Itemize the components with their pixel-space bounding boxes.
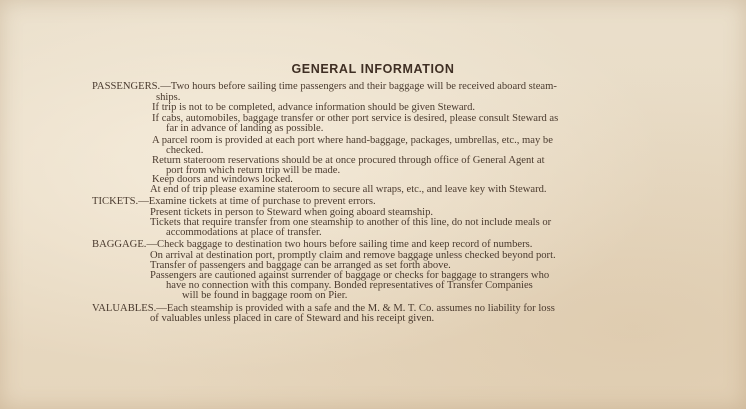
baggage-line-6: will be found in baggage room on Pier. (182, 290, 348, 301)
passengers-line-11: At end of trip please examine stateroom to secure all wraps, etc., and leave key with Steward. (150, 184, 547, 195)
passengers-line-4: If cabs, automobiles, baggage transfer or other port service is desired, please consult Steward as (152, 113, 559, 124)
passengers-line-10: Keep doors and windows locked. (152, 174, 293, 185)
valuables-line-1: VALUABLES.—Each steamship is provided with a safe and the M. & M. T. Co. assumes no liability for loss (92, 303, 555, 314)
baggage-line-4: Passengers are cautioned against surrender of baggage or checks for baggage to strangers who (150, 270, 550, 281)
baggage-line-2: On arrival at destination port, promptly claim and remove baggage unless checked beyond port. (150, 250, 556, 261)
baggage-line-3: Transfer of passengers and baggage can be arranged as set forth above. (150, 260, 451, 271)
valuables-line-2: of valuables unless placed in care of Steward and his receipt given. (150, 313, 435, 324)
tickets-line-4: accommodations at place of transfer. (166, 227, 322, 238)
passengers-line-6: A parcel room is provided at each port where hand-baggage, packages, umbrellas, etc., may be (152, 135, 553, 146)
page-title: GENERAL INFORMATION (291, 62, 455, 76)
tickets-line-2: Present tickets in person to Steward when going aboard steamship. (150, 207, 434, 218)
passengers-line-1: PASSENGERS.—Two hours before sailing time passengers and their baggage will be received aboard steam- (92, 81, 557, 92)
passengers-line-2: ships. (156, 92, 181, 103)
tickets-line-1: TICKETS.—Examine tickets at time of purchase to prevent errors. (92, 196, 376, 207)
baggage-line-5: have no connection with this company. Bonded representatives of Transfer Companies (166, 280, 533, 291)
passengers-line-5: far in advance of landing as possible. (166, 123, 324, 134)
tickets-line-3: Tickets that require transfer from one steamship to another of this line, do not include meals or (150, 217, 552, 228)
baggage-line-1: BAGGAGE.—Check baggage to destination two hours before sailing time and keep record of numbers. (92, 239, 533, 250)
passengers-line-9: port from which return trip will be made. (166, 165, 341, 176)
passengers-line-7: checked. (166, 145, 204, 156)
passengers-line-8: Return stateroom reservations should be at once procured through office of General Agent at (152, 155, 545, 166)
passengers-line-3: If trip is not to be completed, advance information should be given Steward. (152, 102, 476, 113)
